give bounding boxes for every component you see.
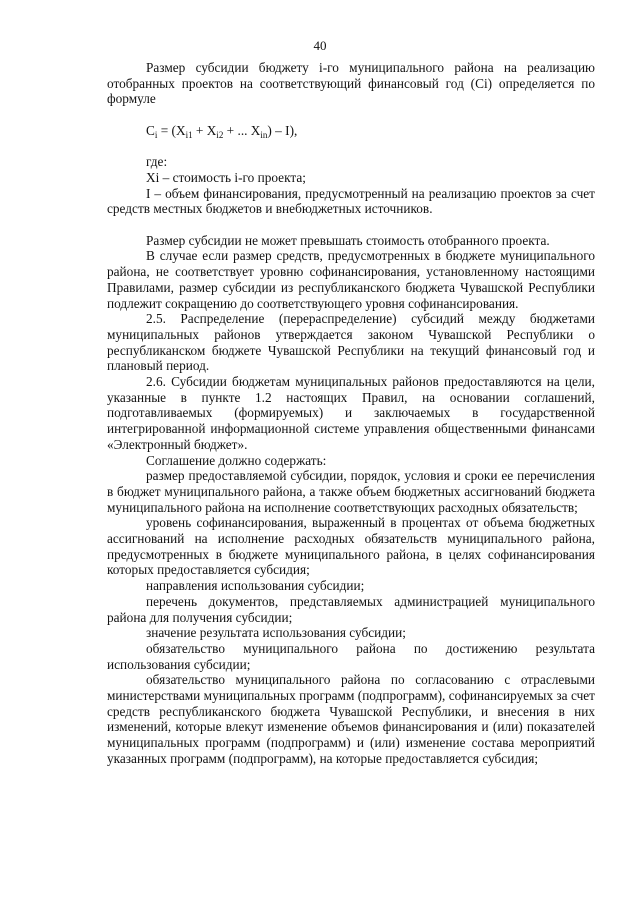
paragraph-intro: Размер субсидии бюджету i-го муниципального района на реализацию отобранных проектов на соответствующий финансовый год (Ci) определяется по формуле bbox=[107, 60, 595, 107]
paragraph-2-6: 2.6. Субсидии бюджетам муниципальных районов предоставляются на цели, указанные в пункте 1.2 настоящих Правил, на основании соглашений, подготавливаемых (формируемых) и заключаемых в государственной интегрированной информационной системе управления общественными финансами «Электронный бюджет». bbox=[107, 374, 595, 452]
paragraph-not-exceed: Размер субсидии не может превышать стоимость отобранного проекта. bbox=[146, 232, 550, 248]
list-item-subsidy-size: размер предоставляемой субсидии, порядок, условия и сроки ее перечисления в бюджет муниципального района, а также объем бюджетных ассигнований бюджета муниципального района на исполнение соответствующих расходных обязательств; bbox=[107, 468, 595, 515]
paragraph-2-5: 2.5. Распределение (перераспределение) субсидий между бюджетами муниципальных районов утверждается законом Чувашской Республики о республиканском бюджете Чувашской Республики на текущий финансовый год и плановый период. bbox=[107, 311, 595, 374]
formula-c: C bbox=[146, 122, 155, 138]
paragraph-xi-definition: Xi – стоимость i-го проекта; bbox=[146, 169, 306, 185]
formula-ci-sub: i bbox=[154, 129, 158, 140]
formula-eq: = (X bbox=[157, 122, 186, 138]
page-number: 40 bbox=[313, 38, 327, 53]
formula-plus1: + X bbox=[192, 122, 217, 138]
list-item-directions: направления использования субсидии; bbox=[146, 578, 365, 594]
paragraph-if-funds: В случае если размер средств, предусмотренных в бюджете муниципального района, не соответствует уровню софинансирования, установленному настоящими Правилами, размер субсидии из республиканского бюджета Чувашской Республики подлежит сокращению до соответствующего уровня софинансирования. bbox=[107, 248, 595, 311]
formula-xn-sub: in bbox=[260, 129, 268, 140]
paragraph-agreement: Соглашение должно содержать: bbox=[146, 452, 327, 468]
list-item-documents: перечень документов, представляемых администрацией муниципального района для получения субсидии; bbox=[107, 593, 595, 625]
list-item-result-value: значение результата использования субсидии; bbox=[146, 625, 406, 641]
formula-x2-sub: i2 bbox=[216, 129, 224, 140]
formula-x1-sub: i1 bbox=[185, 129, 193, 140]
paragraph-i-definition: I – объем финансирования, предусмотренный на реализацию проектов за счет средств местных бюджетов и внебюджетных источников. bbox=[107, 185, 595, 217]
document-body bbox=[107, 60, 595, 767]
formula-plus2: + ... X bbox=[223, 122, 261, 138]
paragraph-where: где: bbox=[146, 154, 168, 170]
list-item-cofinancing-level: уровень софинансирования, выраженный в процентах от объема бюджетных ассигнований на исполнение расходных обязательств муниципального района, предусмотренных в бюджете муниципального района, в целях софинансирования которых предоставляется субсидия; bbox=[107, 515, 595, 578]
formula bbox=[146, 123, 595, 139]
list-item-approval-obligation: обязательство муниципального района по согласованию с отраслевыми министерствами муниципальных программ (подпрограмм), софинансируемых за счет средств республиканского бюджета Чувашской Республики, и внесения в них изменений, которые влекут изменение объемов финансирования и (или) показателей муниципальных программ (подпрограмм) и (или) изменение состава мероприятий указанных программ (подпрограмм), на которые предоставляется субсидия; bbox=[107, 672, 595, 766]
formula-tail: ) – I), bbox=[267, 122, 298, 138]
list-item-result-obligation: обязательство муниципального района по достижению результата использования субсидии; bbox=[107, 640, 595, 672]
